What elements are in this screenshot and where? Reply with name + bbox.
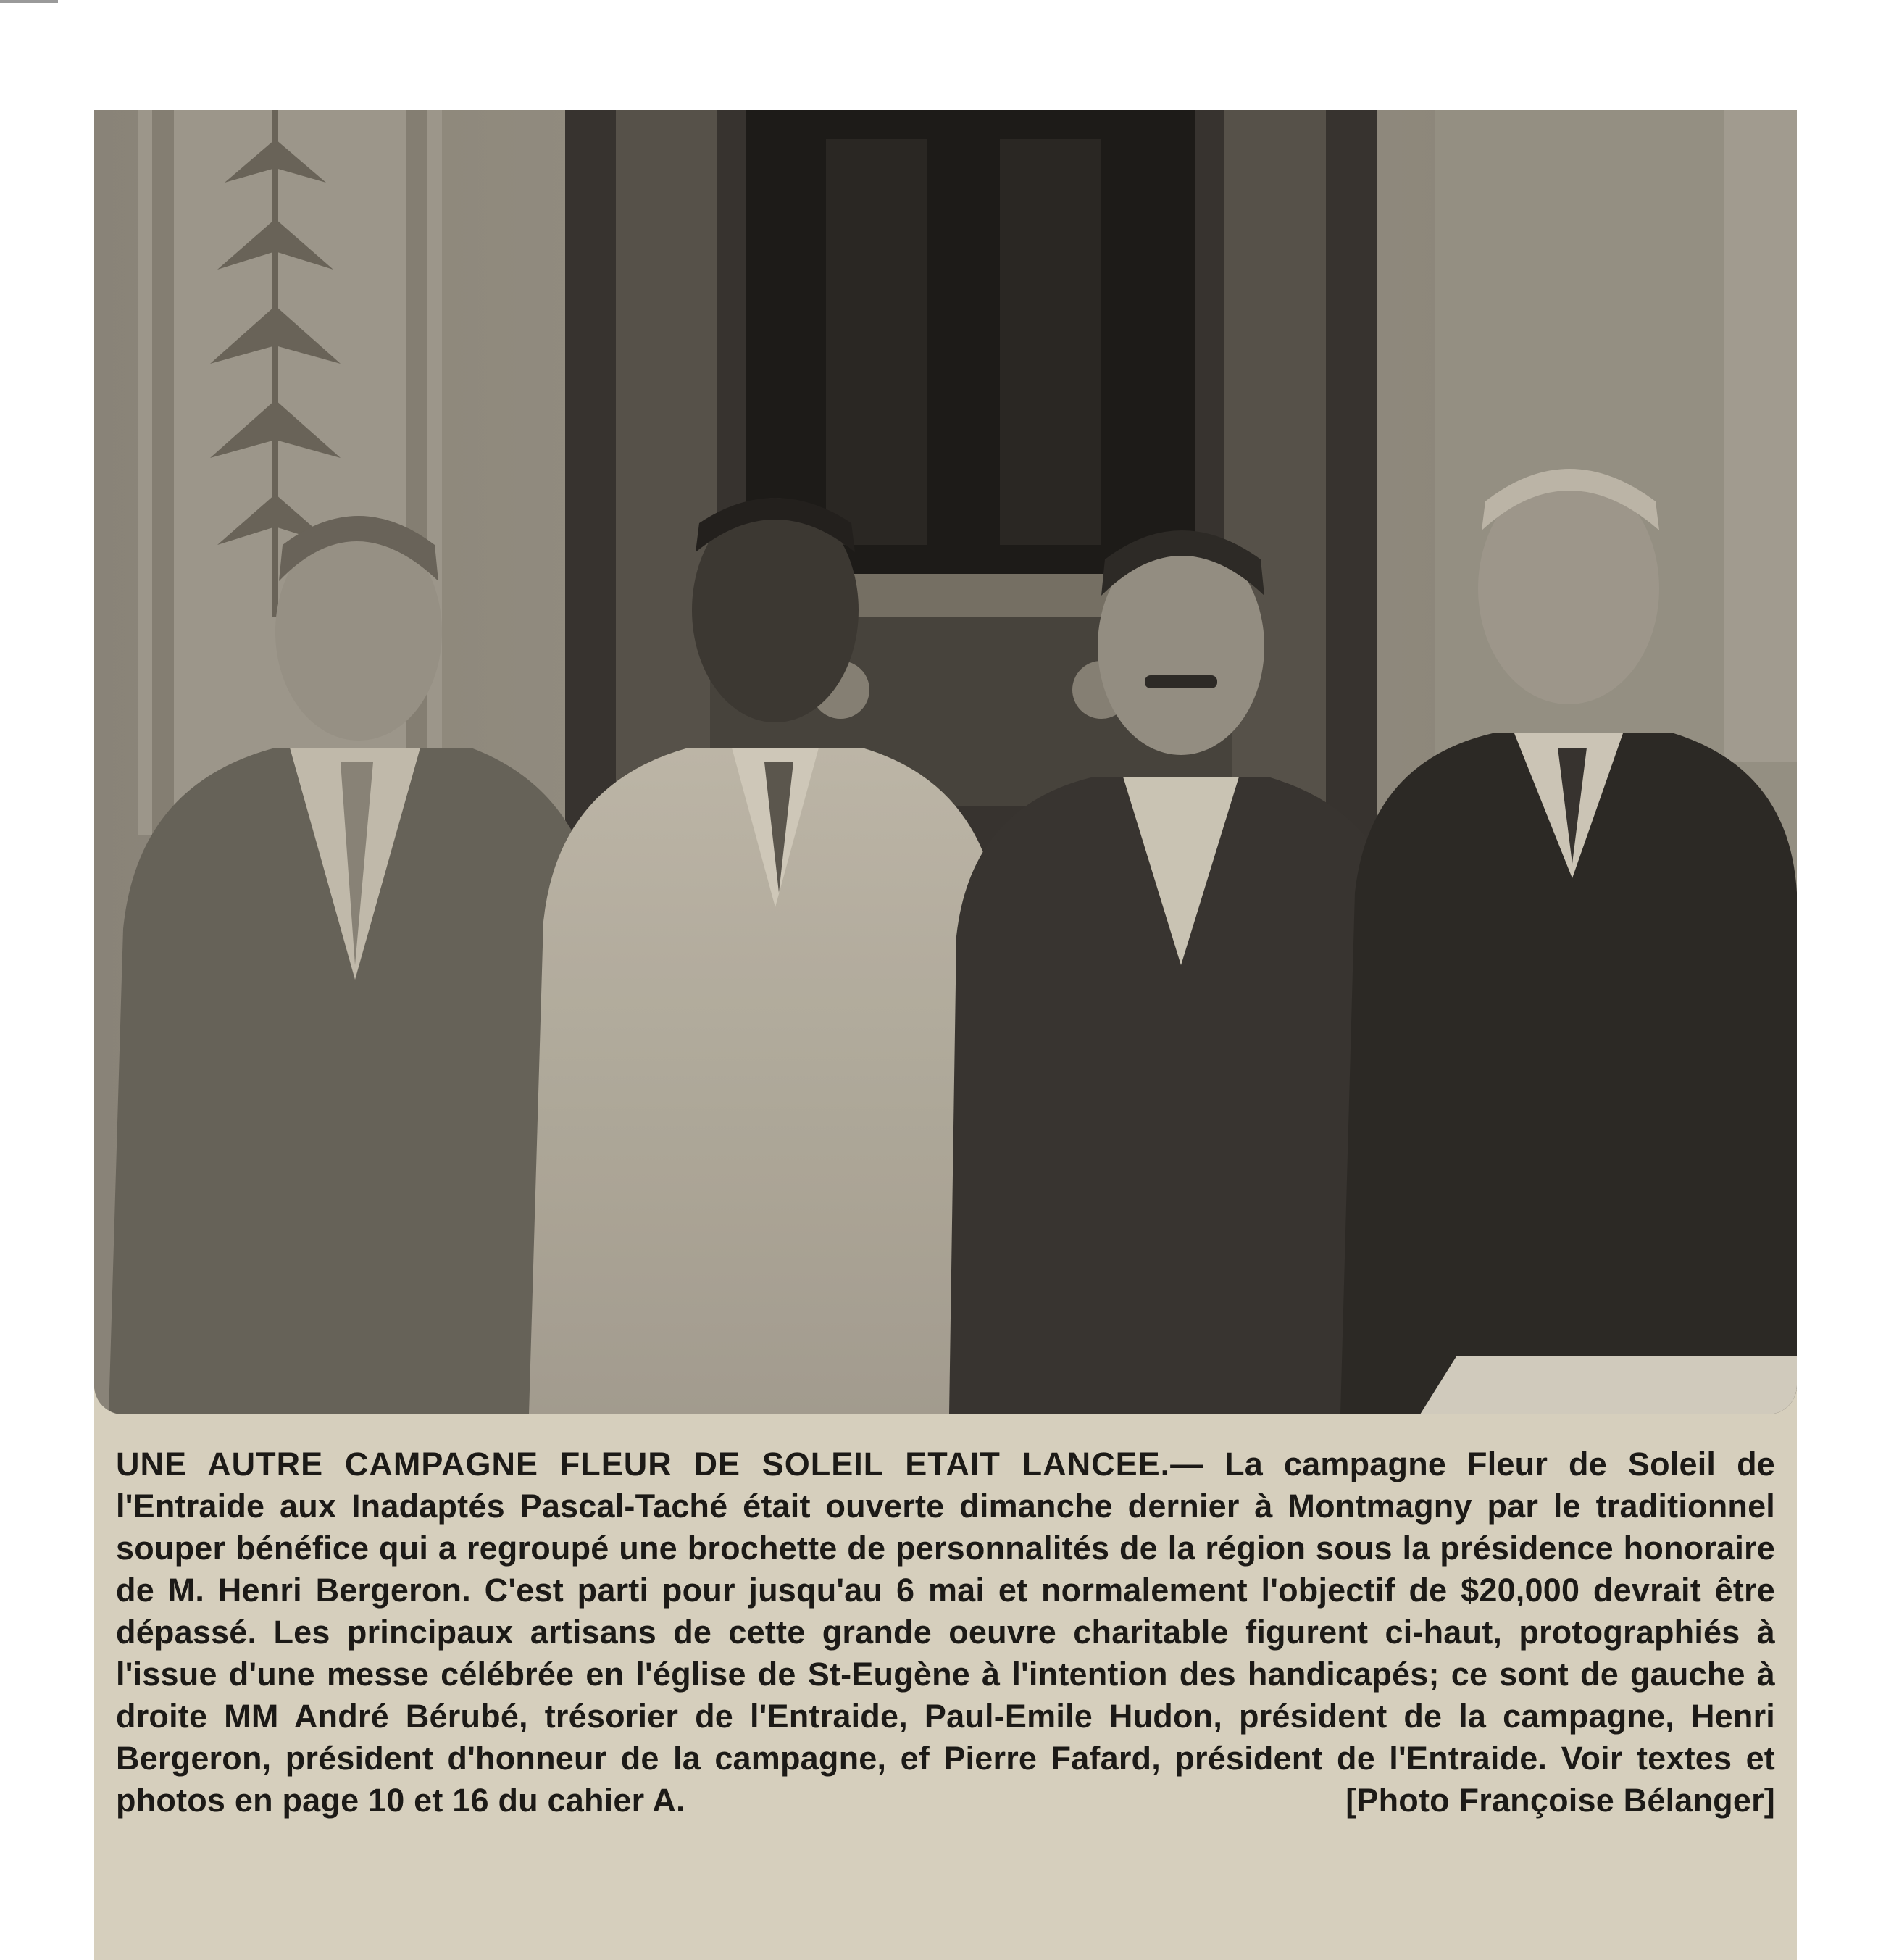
scan-corner-mark	[0, 0, 58, 3]
photo-credit: [Photo Françoise Bélanger]	[1345, 1782, 1775, 1819]
caption-body: La campagne Fleur de Soleil de l'Entraide aux Inadaptés Pascal-Taché était ouverte dimanche dernier à Montmagny par le traditionnel souper bénéfice qui a regroupé une brochette de personnalités de la région sous la présidence honoraire de M. Henri Bergeron. C'est parti pour jusqu'au 6 mai et normalement l'objectif de $20,000 devrait être dépassé. Les principaux artisans de cette grande oeuvre charitable figurent ci-haut, protographiés à l'issue d'une messe célébrée en l'église de St-Eugène à l'intention des handicapés; ce sont de gauche à droite MM André Bérubé, trésorier de l'Entraide, Paul-Emile Hudon, président de la campagne, Henri Bergeron, président d'honneur de la campagne, ef Pierre Fafard, président de l'Entraide. Voir textes et photos en page 10 et 16 du cahier A.	[116, 1446, 1775, 1819]
caption-headline: UNE AUTRE CAMPAGNE FLEUR DE SOLEIL ETAIT LANCEE.—	[116, 1446, 1204, 1482]
photo-grain	[94, 110, 1797, 1414]
newspaper-clipping	[94, 110, 1797, 1960]
photo-caption	[116, 1443, 1775, 1822]
news-photo	[94, 110, 1797, 1414]
